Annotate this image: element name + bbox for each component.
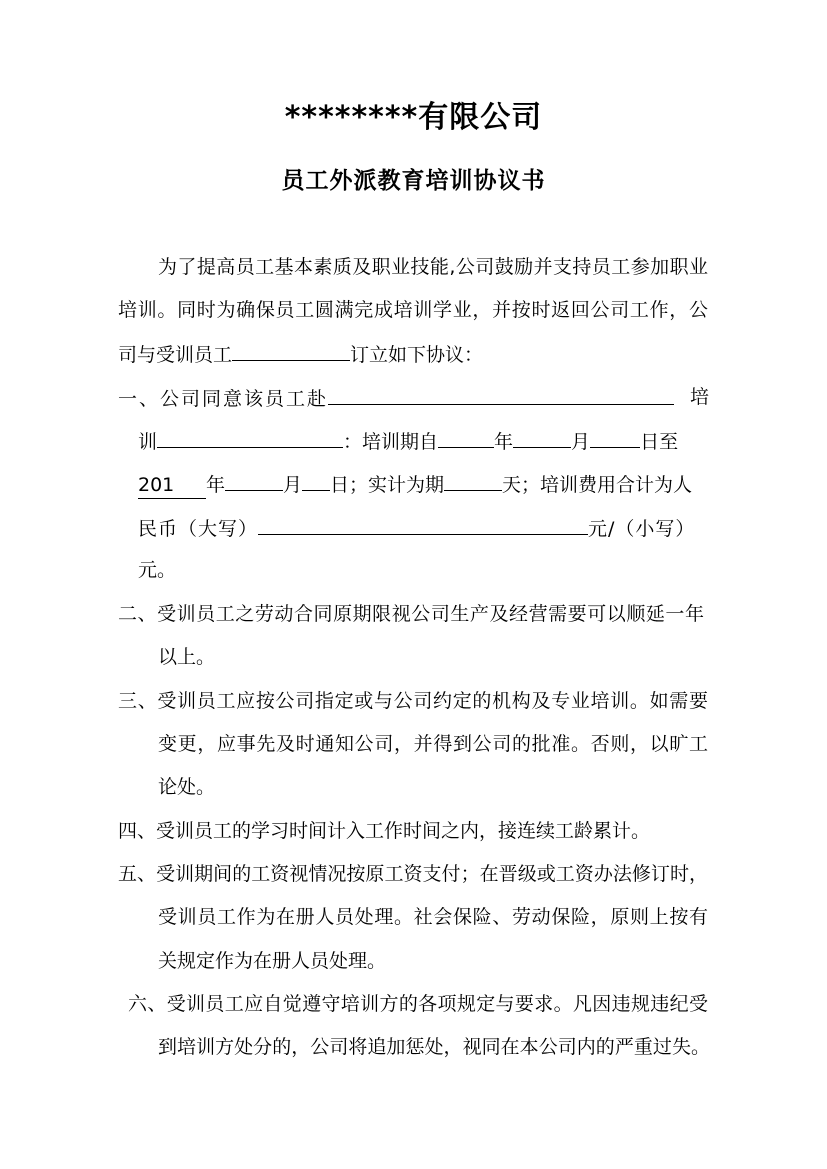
clause1-line-1 [118, 384, 674, 412]
clause1-text-b5: 日至 [640, 431, 679, 453]
clause4-line-1: 四、受训员工的学习时间计入工作时间之内，接连续工龄累计。 [118, 820, 651, 842]
clause2-line-2: 以上。 [158, 646, 216, 668]
training-course-blank[interactable] [157, 427, 343, 448]
end-month-blank[interactable] [225, 470, 283, 491]
clause1-text-c5: 天；培训费用合计为人 [502, 474, 693, 496]
clause1-line-2 [138, 427, 678, 455]
clause1-text-d2: 元/（小写） [588, 518, 696, 540]
total-days-blank[interactable] [444, 470, 502, 491]
clause1-text-a2: 培 [690, 386, 710, 408]
clause5-line-1: 五、受训期间的工资视情况按原工资支付；在晋级或工资办法修订时， [118, 863, 708, 885]
intro-line-1: 为了提高员工基本素质及职业技能,公司鼓励并支持员工参加职业 [158, 256, 708, 278]
fee-uppercase-blank[interactable] [258, 514, 588, 535]
clause1-line-4 [138, 514, 695, 542]
clause1-text-d1: 民币（大写） [138, 518, 259, 540]
clause3-line-2: 变更，应事先及时通知公司，并得到公司的批准。否则，以旷工 [158, 733, 708, 755]
intro-line-3 [118, 340, 483, 368]
clause1-text-c3: 月 [283, 474, 303, 496]
start-year-blank[interactable] [438, 427, 494, 448]
clause3-line-3: 论处。 [158, 776, 216, 798]
clause5-line-3: 关规定作为在册人员处理。 [158, 950, 387, 972]
clause2-line-1: 二、受训员工之劳动合同原期限视公司生产及经营需要可以顺延一年 [118, 603, 704, 625]
clause5-line-2: 受训员工作为在册人员处理。社会保险、劳动保险，原则上按有 [158, 906, 708, 928]
intro-line-3-text-end: 订立如下协议： [350, 344, 484, 366]
end-year-blank[interactable]: 201 [138, 472, 206, 499]
clause1-text-b1: 训 [138, 431, 158, 453]
clause1-text-c2: 年 [206, 474, 226, 496]
clause1-text-b4: 月 [571, 431, 591, 453]
intro-line-3-text: 司与受训员工 [118, 344, 233, 366]
intro-line-2: 培训。同时为确保员工圆满完成培训学业，并按时返回公司工作，公 [118, 299, 708, 321]
clause1-text-a1: 一、公司同意该员工赴 [118, 388, 329, 410]
company-name: ********有限公司 [284, 100, 543, 135]
clause1-text-b3: 年 [494, 431, 514, 453]
trainee-name-blank[interactable] [232, 340, 350, 361]
end-day-blank[interactable] [302, 470, 330, 491]
clause6-line-1: 六、受训员工应自觉遵守培训方的各项规定与要求。凡因违规违纪受 [128, 993, 708, 1015]
clause1-text-b2: ：培训期自 [343, 431, 439, 453]
start-month-blank[interactable] [513, 427, 571, 448]
clause1-text-e1: 元。 [138, 559, 177, 581]
clause3-line-1: 三、受训员工应按公司指定或与公司约定的机构及专业培训。如需要 [118, 690, 708, 712]
training-destination-blank[interactable] [328, 384, 674, 405]
clause1-text-c4: 日；实计为期 [330, 474, 445, 496]
start-day-blank[interactable] [590, 427, 640, 448]
clause1-line-3 [138, 470, 692, 499]
clause6-line-2: 到培训方处分的，公司将追加惩处，视同在本公司内的严重过失。 [158, 1036, 710, 1058]
document-title: 员工外派教育培训协议书 [281, 168, 546, 194]
